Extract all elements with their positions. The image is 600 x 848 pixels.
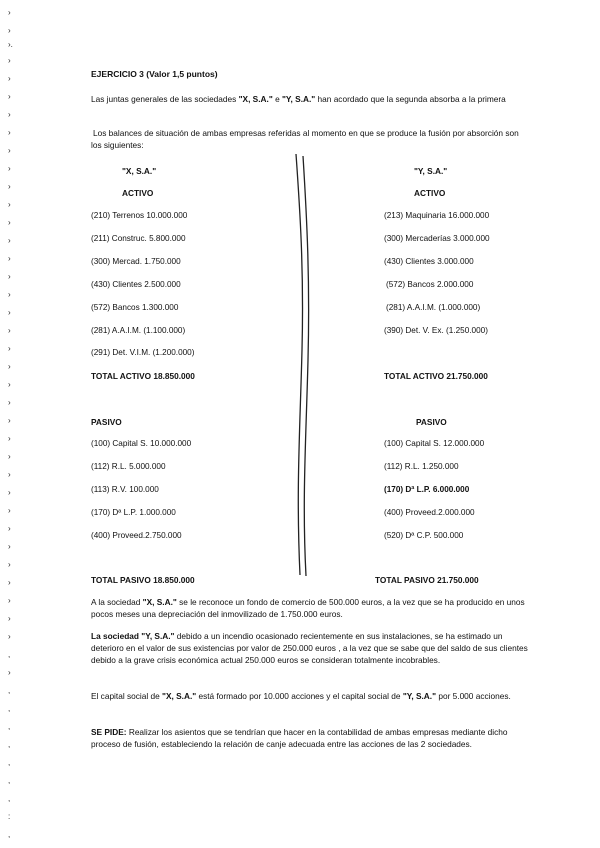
y-pasivo-item: (112) R.L. 1.250.000 (384, 462, 459, 471)
note-paragraph-x: A la sociedad "X, S.A." se le reconoce un fondo de comercio de 500.000 euros, a la vez que se ha producido en unos pocos meses una depreciación del inmovilizado de 1.750.000 euros. (91, 597, 525, 619)
company-y-name: "Y, S.A." (414, 166, 448, 176)
company-x-name: "X, S.A." (122, 166, 157, 176)
hand-drawn-divider (290, 150, 320, 580)
y-total-pasivo: TOTAL PASIVO 21.750.000 (375, 575, 479, 585)
company-y-pasivo-label: PASIVO (416, 417, 447, 427)
x-total-activo: TOTAL ACTIVO 18.850.000 (91, 371, 195, 381)
company-x-pasivo-label: PASIVO (91, 417, 122, 427)
y-activo-item: (281) A.A.I.M. (1.000.000) (386, 303, 481, 312)
x-pasivo-item: (113) R.V. 100.000 (91, 485, 159, 494)
y-pasivo-item: (400) Proveed.2.000.000 (384, 508, 475, 517)
company-x-activo-label: ACTIVO (122, 188, 154, 198)
balances-paragraph: Los balances de situación de ambas empresas referidas al momento en que se produce la fusión por absorción son los siguientes: (91, 128, 519, 150)
x-activo-item: (300) Mercad. 1.750.000 (91, 257, 181, 266)
company-y-activo-label: ACTIVO (414, 188, 446, 198)
y-activo-item: (572) Bancos 2.000.000 (386, 280, 474, 289)
x-pasivo-item: (170) Dª L.P. 1.000.000 (91, 508, 176, 517)
x-activo-item: (281) A.A.I.M. (1.100.000) (91, 326, 186, 335)
y-pasivo-item: (520) Dª C.P. 500.000 (384, 531, 464, 540)
x-pasivo-item: (112) R.L. 5.000.000 (91, 462, 166, 471)
x-pasivo-item: (400) Proveed.2.750.000 (91, 531, 182, 540)
x-total-pasivo: TOTAL PASIVO 18.850.000 (91, 575, 195, 585)
y-activo-item: (390) Det. V. Ex. (1.250.000) (384, 326, 488, 335)
y-activo-item: (213) Maquinaria 16.000.000 (384, 211, 490, 220)
x-activo-item: (291) Det. V.I.M. (1.200.000) (91, 348, 195, 357)
note-paragraph-y: La sociedad "Y, S.A." debido a un incendio ocasionado recientemente en sus instalaciones, se ha estimado un deterioro en el valor de sus existencias por valor de 250.000 euros , a la vez que se sabe que del saldo de sus clientes debido a la grave crisis económica actual 250.000 euros se consideran totalmente incobrables. (91, 631, 528, 665)
y-pasivo-item: (170) Dª L.P. 6.000.000 (384, 485, 470, 494)
x-pasivo-item: (100) Capital S. 10.000.000 (91, 439, 192, 448)
note-paragraph-capital: El capital social de "X, S.A." está formado por 10.000 acciones y el capital social de "Y, S.A." por 5.000 acciones. (91, 691, 511, 701)
intro-paragraph: Las juntas generales de las sociedades "X, S.A." e "Y, S.A." han acordado que la segunda absorba a la primera (91, 94, 506, 104)
x-activo-item: (430) Clientes 2.500.000 (91, 280, 181, 289)
y-total-activo: TOTAL ACTIVO 21.750.000 (384, 371, 488, 381)
y-activo-item: (300) Mercaderías 3.000.000 (384, 234, 490, 243)
exercise-title: EJERCICIO 3 (Valor 1,5 puntos) (91, 69, 218, 79)
note-paragraph-task: SE PIDE: Realizar los asientos que se tendrían que hacer en la contabilidad de ambas empresas mediante dicho proceso de fusión, estableciendo la relación de canje adecuada entre las acciones de las 2 sociedades. (91, 727, 508, 749)
x-activo-item: (572) Bancos 1.300.000 (91, 303, 179, 312)
y-pasivo-item: (100) Capital S. 12.000.000 (384, 439, 485, 448)
x-activo-item: (210) Terrenos 10.000.000 (91, 211, 188, 220)
x-activo-item: (211) Construc. 5.800.000 (91, 234, 186, 243)
y-activo-item: (430) Clientes 3.000.000 (384, 257, 474, 266)
